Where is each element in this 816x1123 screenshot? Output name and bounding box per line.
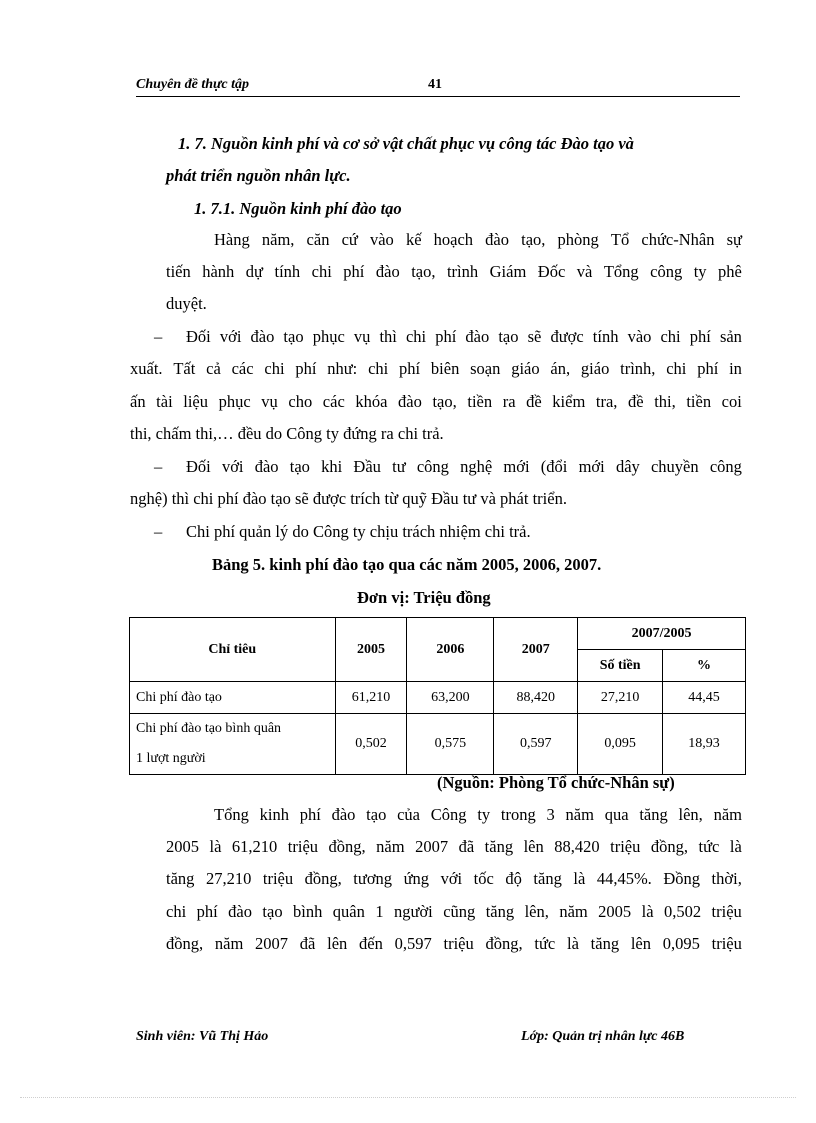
word: chuyền xyxy=(650,457,699,476)
table-unit: Đơn vị: Triệu đồng xyxy=(357,588,491,607)
word: 2005 xyxy=(598,902,632,921)
word: cho xyxy=(288,392,313,411)
word: tạo, xyxy=(432,392,457,411)
word: phục xyxy=(218,392,251,411)
bullet1-line3 xyxy=(130,392,742,412)
bullet3-text: Chi phí quản lý do Công ty chịu trách nhiệm chi trả. xyxy=(186,522,531,541)
word: đề xyxy=(628,392,644,411)
para1-line2 xyxy=(166,262,742,282)
word: là xyxy=(209,837,222,856)
bullet2-dash: – xyxy=(154,457,163,476)
row1-2007: 88,420 xyxy=(494,682,578,714)
word: các xyxy=(231,359,254,378)
bullet1-line1 xyxy=(186,327,742,347)
word: là xyxy=(566,934,579,953)
word: đào xyxy=(250,327,275,346)
word: tạo xyxy=(283,327,304,346)
word: 2005 xyxy=(166,837,199,856)
row1-percent: 44,45 xyxy=(663,682,746,714)
word: chi xyxy=(264,359,285,378)
word: với xyxy=(221,457,244,476)
row2-2005: 0,502 xyxy=(335,714,407,775)
word: ra xyxy=(502,392,516,411)
word: chức-Nhân xyxy=(641,230,715,249)
word: được xyxy=(550,327,584,346)
word: tính xyxy=(592,327,619,346)
word: tạo xyxy=(498,327,519,346)
word: tiến xyxy=(166,262,191,281)
word: đồng, xyxy=(166,934,204,953)
para1-line3: duyệt. xyxy=(166,294,207,313)
table-row xyxy=(130,682,746,714)
word: khi xyxy=(321,457,343,476)
word: Tất xyxy=(173,359,196,378)
bullet1-line4: thi, chấm thi,… đều do Công ty đứng ra chi trả. xyxy=(130,424,444,443)
word: lên xyxy=(630,934,651,953)
word: Đối xyxy=(186,457,211,476)
subsection-title: 1. 7.1. Nguồn kinh phí đào tạo xyxy=(194,199,402,218)
word: Đầu xyxy=(353,457,381,476)
row2-label xyxy=(130,714,336,775)
bullet1-line2 xyxy=(130,359,742,379)
word: tiền xyxy=(686,392,712,411)
word: là xyxy=(641,902,654,921)
word: triệu xyxy=(287,837,319,856)
word: vào xyxy=(627,327,652,346)
word: ấn xyxy=(130,392,146,411)
word: mới xyxy=(503,457,530,476)
word: lên xyxy=(327,934,348,953)
word: triệu xyxy=(262,869,294,888)
word: tăng xyxy=(485,902,515,921)
word: tạo, xyxy=(411,262,436,281)
word: phí xyxy=(435,327,457,346)
para2-line4 xyxy=(166,902,742,922)
word: dây xyxy=(615,457,640,476)
row2-2007: 0,597 xyxy=(494,714,578,775)
word: là xyxy=(729,837,742,856)
para2-line3 xyxy=(166,869,742,889)
word: 61,210 xyxy=(231,837,278,856)
word: 2007 xyxy=(255,934,289,953)
row1-2005: 61,210 xyxy=(335,682,407,714)
word: Tổng xyxy=(214,805,249,824)
word: kiểm xyxy=(552,392,586,411)
word: 44,45%. xyxy=(596,869,652,888)
row2-amount: 0,095 xyxy=(578,714,663,775)
word: năm xyxy=(214,934,244,953)
word: (đổi xyxy=(540,457,568,476)
word: công xyxy=(416,457,449,476)
word: nghệ xyxy=(460,457,493,476)
word: Đồng xyxy=(663,869,701,888)
word: Tổng xyxy=(603,262,639,281)
word: khóa xyxy=(355,392,388,411)
word: lên, xyxy=(524,902,549,921)
word: tăng xyxy=(590,934,620,953)
word: năm xyxy=(559,902,588,921)
word: lên xyxy=(523,837,544,856)
word: thì xyxy=(379,327,397,346)
word: chi xyxy=(405,327,427,346)
para2-line1 xyxy=(214,805,742,825)
word: đề xyxy=(526,392,542,411)
word: qua xyxy=(604,805,629,824)
word: án, xyxy=(550,359,571,378)
word: chi xyxy=(311,262,332,281)
word: phí xyxy=(399,359,421,378)
word: người xyxy=(394,902,433,921)
para2-line2 xyxy=(166,837,742,857)
word: đã xyxy=(458,837,475,856)
word: cả xyxy=(206,359,221,378)
word: hành xyxy=(202,262,235,281)
word: phí xyxy=(689,327,711,346)
word: tăng xyxy=(484,837,514,856)
word: với xyxy=(219,327,242,346)
header-percent: % xyxy=(663,650,746,682)
word: mới xyxy=(578,457,605,476)
word: tăng xyxy=(639,805,668,824)
word: phê xyxy=(718,262,742,281)
word: 0,597 xyxy=(394,934,432,953)
word: Đối xyxy=(186,327,211,346)
word: tạo xyxy=(262,902,283,921)
word: với xyxy=(440,869,463,888)
table-header-row xyxy=(130,618,746,650)
word: đã xyxy=(299,934,316,953)
word: đào xyxy=(485,230,509,249)
word: ty xyxy=(693,262,707,281)
word: lên, xyxy=(678,805,703,824)
word: đào xyxy=(465,327,490,346)
word: ứng xyxy=(403,869,430,888)
word: chi xyxy=(666,359,687,378)
word: tăng xyxy=(533,869,562,888)
row2-label-line2: 1 lượt người xyxy=(136,751,206,766)
header-indicator: Chỉ tiêu xyxy=(130,618,336,682)
header-2006: 2006 xyxy=(407,618,494,682)
header-left: Chuyên đề thực tập xyxy=(136,77,250,92)
word: 2007 xyxy=(415,837,449,856)
word: tạo xyxy=(289,457,310,476)
word: liệu xyxy=(183,392,209,411)
word: 1 xyxy=(375,902,384,921)
word: giáo xyxy=(511,359,540,378)
word: Công xyxy=(430,805,467,824)
bullet3-dash: – xyxy=(154,522,163,541)
word: cũng xyxy=(443,902,476,921)
word: năm xyxy=(376,837,405,856)
word: tra, xyxy=(595,392,618,411)
word: bình xyxy=(293,902,323,921)
word: Tổ xyxy=(610,230,630,249)
word: tạo, xyxy=(521,230,546,249)
word: vào xyxy=(369,230,394,249)
word: phí xyxy=(299,805,321,824)
word: năm xyxy=(565,805,594,824)
row2-label-line1: Chi phí đào tạo bình quân xyxy=(136,721,282,736)
word: trình, xyxy=(620,359,656,378)
word: của xyxy=(397,805,421,824)
word: các xyxy=(322,392,345,411)
word: vụ xyxy=(353,327,371,346)
header-ratio: 2007/2005 xyxy=(578,618,746,650)
word: 88,420 xyxy=(554,837,600,856)
footer-student: Sinh viên: Vũ Thị Hảo xyxy=(136,1029,269,1044)
word: công xyxy=(650,262,683,281)
word: ty xyxy=(477,805,491,824)
word: tức xyxy=(534,934,556,953)
word: Giám xyxy=(489,262,527,281)
word: tài xyxy=(156,392,173,411)
word: và xyxy=(576,262,593,281)
word: coi xyxy=(721,392,742,411)
table-caption: Bảng 5. kinh phí đào tạo qua các năm 2005, 2006, 2007. xyxy=(212,555,602,574)
word: triệu xyxy=(711,934,742,953)
word: phòng xyxy=(557,230,599,249)
word: cứ xyxy=(341,230,358,249)
word: đến xyxy=(359,934,383,953)
word: tạo xyxy=(366,805,387,824)
word: Hàng xyxy=(214,230,250,249)
table-source: (Nguồn: Phòng Tổ chức-Nhân sự) xyxy=(437,773,675,792)
word: chi xyxy=(368,359,389,378)
word: đào xyxy=(228,902,252,921)
table-row xyxy=(130,714,746,775)
header-rule xyxy=(136,96,740,97)
word: đồng, xyxy=(485,934,523,953)
word: xuất. xyxy=(130,359,163,378)
word: dự xyxy=(245,262,263,281)
word: kế xyxy=(405,230,422,249)
header-2007: 2007 xyxy=(494,618,578,682)
word: Đốc xyxy=(537,262,566,281)
word: đồng, xyxy=(304,869,342,888)
word: tức xyxy=(698,837,720,856)
bullet2-line2: nghệ) thì chi phí đào tạo sẽ được trích từ quỹ Đầu tư và phát triển. xyxy=(130,489,567,508)
word: in xyxy=(729,359,742,378)
header-amount: Số tiền xyxy=(578,650,663,682)
word: tương xyxy=(353,869,393,888)
section-title-line2: phát triển nguồn nhân lực. xyxy=(166,166,351,185)
word: quân xyxy=(332,902,365,921)
word: sản xyxy=(719,327,742,346)
word: kinh xyxy=(259,805,289,824)
word: triệu xyxy=(711,902,742,921)
word: hoạch xyxy=(433,230,474,249)
page-number: 41 xyxy=(428,77,442,92)
word: chi xyxy=(660,327,681,346)
word: công xyxy=(709,457,742,476)
word: độ xyxy=(505,869,522,888)
word: phí xyxy=(697,359,719,378)
word: biên xyxy=(430,359,460,378)
word: năm xyxy=(713,805,742,824)
word: giáo xyxy=(580,359,610,378)
word: phục xyxy=(312,327,345,346)
word: sẽ xyxy=(527,327,542,346)
footer-class: Lớp: Quản trị nhân lực 46B xyxy=(521,1029,685,1044)
word: trong xyxy=(500,805,536,824)
page-edge-divider xyxy=(20,1097,796,1098)
word: 0,095 xyxy=(662,934,700,953)
word: đào xyxy=(331,805,356,824)
word: 27,210 xyxy=(205,869,252,888)
word: 3 xyxy=(546,805,555,824)
bullet2-line1 xyxy=(186,457,742,477)
word: soạn xyxy=(470,359,501,378)
word: tư xyxy=(392,457,406,476)
word: triệu xyxy=(610,837,641,856)
word: đào xyxy=(398,392,422,411)
word: 0,502 xyxy=(663,902,702,921)
word: phí xyxy=(196,902,218,921)
section-title-line1: 1. 7. Nguồn kinh phí và cơ sở vật chất phục vụ công tác Đào tạo và xyxy=(178,134,634,153)
word: sự xyxy=(726,230,742,249)
para1-line1 xyxy=(214,230,742,250)
row2-percent: 18,93 xyxy=(663,714,746,775)
word: tiền xyxy=(467,392,493,411)
row1-amount: 27,210 xyxy=(578,682,663,714)
row1-2006: 63,200 xyxy=(407,682,494,714)
row2-2006: 0,575 xyxy=(407,714,494,775)
word: vụ xyxy=(261,392,278,411)
word: chi xyxy=(166,902,187,921)
word: tăng xyxy=(166,869,195,888)
word: như: xyxy=(327,359,358,378)
row1-label: Chi phí đào tạo xyxy=(130,682,336,714)
word: phí xyxy=(343,262,365,281)
header-2005: 2005 xyxy=(335,618,407,682)
word: tốc xyxy=(473,869,494,888)
word: thời, xyxy=(711,869,742,888)
word: triệu xyxy=(443,934,474,953)
para2-line5 xyxy=(166,934,742,954)
word: năm, xyxy=(261,230,295,249)
budget-table xyxy=(129,617,746,775)
word: là xyxy=(573,869,586,888)
word: thi, xyxy=(654,392,676,411)
word: đào xyxy=(254,457,279,476)
word: phí xyxy=(295,359,317,378)
word: đồng, xyxy=(328,837,366,856)
word: căn xyxy=(306,230,330,249)
word: trình xyxy=(446,262,479,281)
word: tính xyxy=(274,262,301,281)
bullet1-dash: – xyxy=(154,327,163,346)
word: đồng, xyxy=(650,837,689,856)
word: đào xyxy=(375,262,400,281)
